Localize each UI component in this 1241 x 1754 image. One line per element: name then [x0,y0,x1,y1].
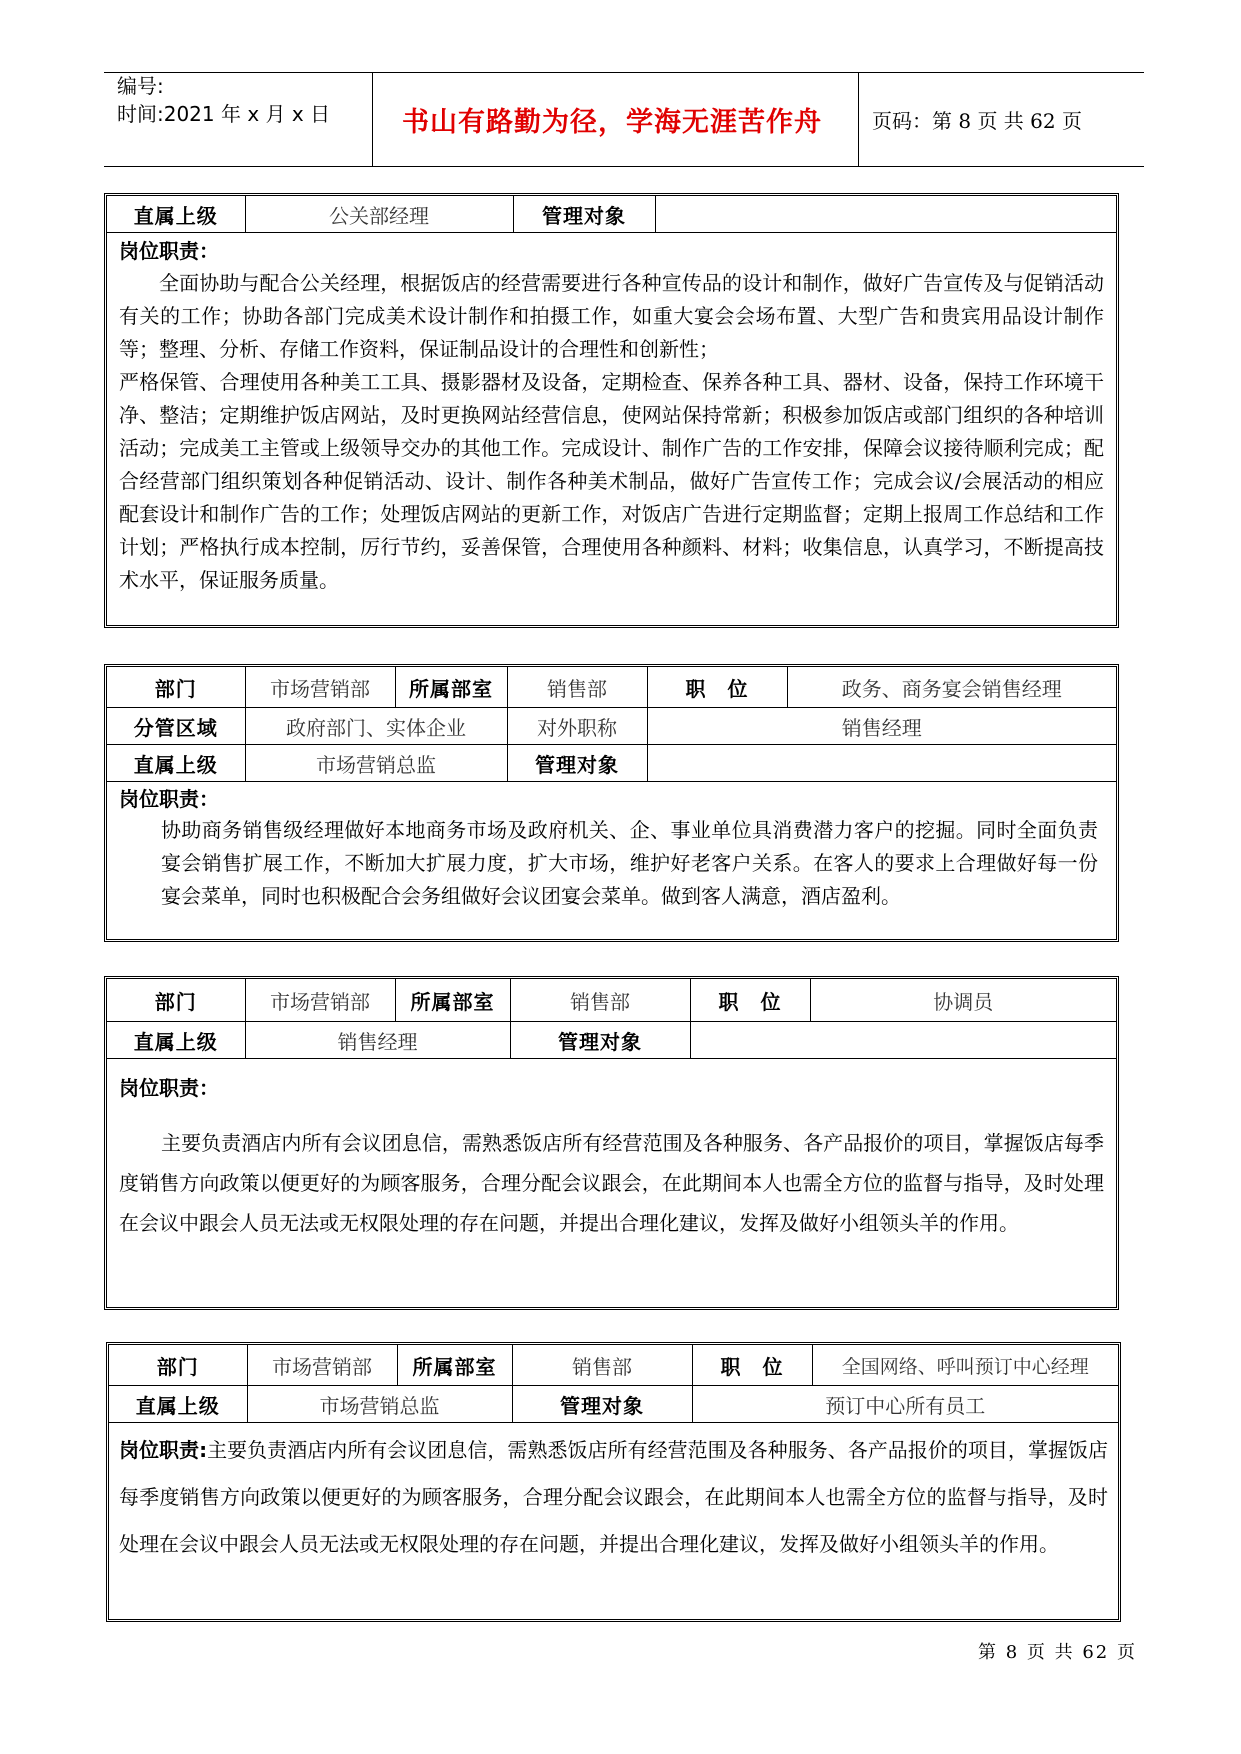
managed-label: 管理对象 [507,745,647,782]
dept-value: 市场营销部 [247,1345,397,1386]
office-label: 所属部室 [395,979,510,1022]
supervisor-value: 市场营销总监 [245,745,507,782]
dept-value: 市场营销部 [245,667,395,708]
duty-paragraph-1: 全面协助与配合公关经理，根据饭店的经营需要进行各种宣传品的设计和制作，做好广告宣传及与促销活动有关的工作；协助各部门完成美术设计制作和拍摄工作，如重大宴会会场布置、大型广告和贵宾用品设计制作等；整理、分析、存储工作资料，保证制品设计的合理性和创新性； [119,271,1104,361]
dept-label: 部门 [109,1345,247,1386]
managed-label: 管理对象 [512,1386,692,1423]
document-time-label: 时间:2021 年 x 月 x 日 [117,102,331,126]
supervisor-value: 市场营销总监 [247,1386,512,1423]
duty-section [109,1423,1118,1568]
duty-heading: 岗位职责： [119,1076,219,1100]
job-block-1-table [107,196,1116,233]
position-label: 职 位 [692,1345,812,1386]
position-value: 政务、商务宴会销售经理 [787,667,1116,708]
office-value: 销售部 [507,667,647,708]
supervisor-label: 直属上级 [107,745,245,782]
job-block-4 [106,1342,1121,1622]
duty-section [107,233,1116,597]
external-title-value: 销售经理 [647,708,1116,745]
office-value: 销售部 [512,1345,692,1386]
duty-heading: 岗位职责： [119,787,219,811]
managed-value [690,1022,1116,1059]
duty-paragraph: 协助商务销售级经理做好本地商务市场及政府机关、企、事业单位具消费潜力客户的挖掘。同时全面负责宴会销售扩展工作，不断加大扩展力度，扩大市场，维护好老客户关系。在客人的要求上合理做好每一份宴会菜单，同时也积极配合会务组做好会议团宴会菜单。做到客人满意，酒店盈利。 [161,818,1098,908]
job-block-2 [104,664,1119,942]
office-value: 销售部 [510,979,690,1022]
duty-section [107,1059,1116,1243]
job-block-3-table [107,979,1116,1059]
position-value: 协调员 [810,979,1116,1022]
managed-label: 管理对象 [513,196,655,233]
supervisor-label: 直属上级 [107,196,245,233]
header-divider-right [858,72,859,166]
duty-paragraph: 主要负责酒店内所有会议团息信，需熟悉饭店所有经营范围及各种服务、各产品报价的项目，掌握饭店每季度销售方向政策以便更好的为顾客服务，合理分配会议跟会，在此期间本人也需全方位的监督与指导，及时处理在会议中跟会人员无法或无权限处理的存在问题，并提出合理化建议，发挥及做好小组领头羊的作用。 [119,1131,1104,1235]
duty-heading: 岗位职责： [119,239,219,263]
area-value: 政府部门、实体企业 [245,708,507,745]
job-block-1 [104,193,1119,628]
duty-paragraph-2: 严格保管、合理使用各种美工工具、摄影器材及设备，定期检查、保养各种工具、器材、设备，保持工作环境干净、整洁；定期维护饭店网站，及时更换网站经营信息，使网站保持常新；积极参加饭店或部门组织的各种培训活动；完成美工主管或上级领导交办的其他工作。完成设计、制作广告的工作安排，保障会议接待顺利完成；配合经营部门组织策划各种促销活动、设计、制作各种美术制品，做好广告宣传工作；完成会议/会展活动的相应配套设计和制作广告的工作；处理饭店网站的更新工作，对饭店广告进行定期监督；定期上报周工作总结和工作计划；严格执行成本控制，厉行节约，妥善保管，合理使用各种颜料、材料；收集信息，认真学习，不断提高技术水平，保证服务质量。 [119,370,1104,592]
duty-section [107,782,1116,913]
supervisor-label: 直属上级 [107,1022,245,1059]
dept-label: 部门 [107,667,245,708]
header-page-number: 页码：第 8 页 共 62 页 [872,109,1082,133]
position-label: 职 位 [690,979,810,1022]
office-label: 所属部室 [397,1345,512,1386]
document-number-label: 编号: [117,74,164,98]
managed-value [655,196,1116,233]
position-label: 职 位 [647,667,787,708]
dept-label: 部门 [107,979,245,1022]
supervisor-value: 公关部经理 [245,196,513,233]
header-bottom-rule [104,166,1144,167]
job-block-2-table [107,667,1116,782]
duty-heading: 岗位职责: [119,1438,208,1462]
duty-paragraph: 主要负责酒店内所有会议团息信，需熟悉饭店所有经营范围及各种服务、各产品报价的项目，掌握饭店每季度销售方向政策以便更好的为顾客服务，合理分配会议跟会，在此期间本人也需全方位的监督与指导，及时处理在会议中跟会人员无法或无权限处理的存在问题，并提出合理化建议，发挥及做好小组领头羊的作用。 [119,1438,1109,1556]
position-value: 全国网络、呼叫预订中心经理 [812,1345,1118,1386]
dept-value: 市场营销部 [245,979,395,1022]
external-title-label: 对外职称 [507,708,647,745]
job-block-3 [104,976,1119,1310]
managed-label: 管理对象 [510,1022,690,1059]
supervisor-value: 销售经理 [245,1022,510,1059]
supervisor-label: 直属上级 [109,1386,247,1423]
area-label: 分管区域 [107,708,245,745]
managed-value: 预订中心所有员工 [692,1386,1118,1423]
footer-page-number: 第 8 页 共 62 页 [978,1642,1137,1663]
office-label: 所属部室 [395,667,507,708]
job-block-4-table [109,1345,1118,1423]
header-motto: 书山有路勤为径，学海无涯苦作舟 [402,107,822,138]
header-meta [117,72,330,128]
managed-value [647,745,1116,782]
